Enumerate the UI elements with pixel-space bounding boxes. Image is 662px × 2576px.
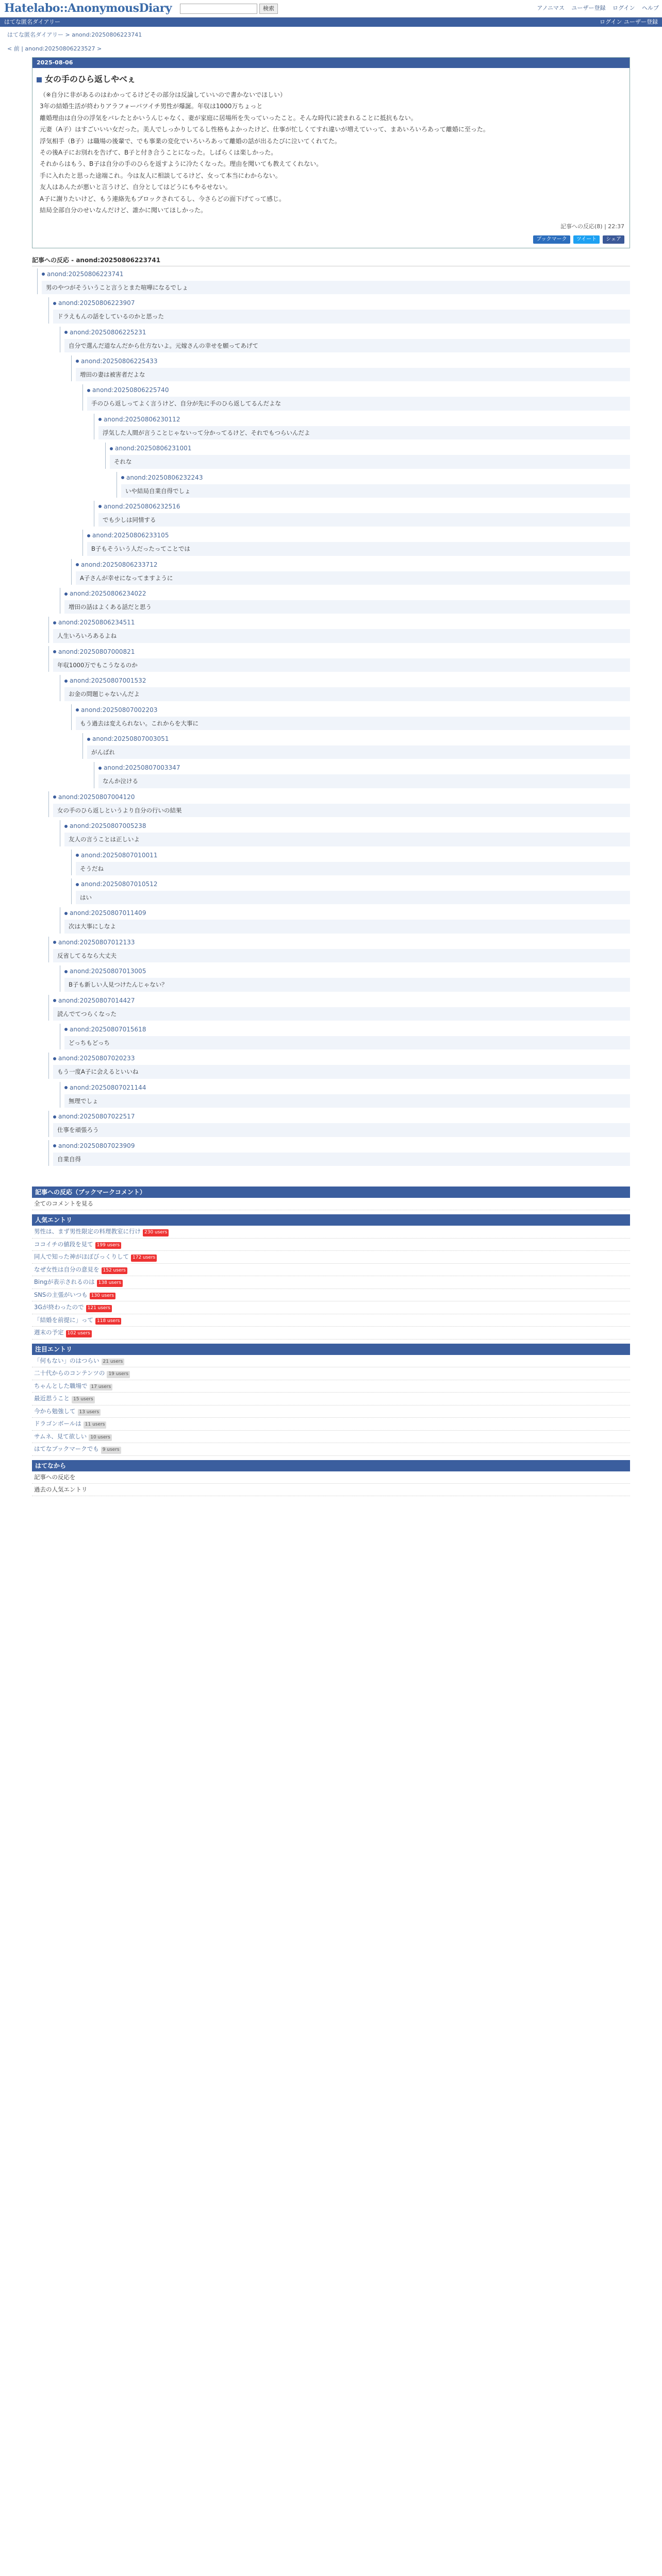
trackback-list <box>32 268 630 1166</box>
trackback-text: なんか泣ける <box>98 774 630 788</box>
bullet-icon <box>64 592 68 596</box>
trackback-name[interactable]: anond:20250807015618 <box>64 1024 630 1035</box>
trackback-text: 友人の言うことは正しいよ <box>64 833 630 846</box>
entry-title[interactable]: 女の手のひら返しやべぇ <box>32 68 630 89</box>
trackback-item <box>48 791 630 817</box>
top-link-help[interactable]: ヘルプ <box>642 5 659 11</box>
sidebar-link[interactable]: 二十代からのコンテンツの 19 users <box>32 1367 630 1380</box>
trackback-name[interactable]: anond:20250806234511 <box>53 617 630 628</box>
entry-paragraph: 友人はあんたが悪いと言うけど、自分としてはどうにもやるせない。 <box>40 183 231 191</box>
users-badge: 17 users <box>90 1384 113 1391</box>
site-logo[interactable]: Hatelabo::AnonymousDiary <box>4 2 172 15</box>
trackback-name[interactable]: anond:20250807011409 <box>64 907 630 919</box>
sidebar-link[interactable]: 同人で知った神がほぼびっくりして 172 users <box>32 1251 630 1264</box>
bullet-icon <box>76 854 79 857</box>
trackback-name[interactable]: anond:20250807000821 <box>53 646 630 657</box>
trackback-name[interactable]: anond:20250807005238 <box>64 820 630 832</box>
trackback-item <box>60 588 630 614</box>
nav-bar-left[interactable]: はてな匿名ダイアリー <box>4 18 61 25</box>
trackback-name[interactable]: anond:20250807001532 <box>64 675 630 686</box>
trackback-item <box>71 559 630 585</box>
trackback-name[interactable]: anond:20250807002203 <box>76 704 630 716</box>
trackback-item <box>48 297 630 323</box>
entry <box>32 57 630 248</box>
users-badge: 10 users <box>89 1434 112 1442</box>
users-badge: 13 users <box>78 1409 101 1416</box>
trackback-name[interactable]: anond:20250807014427 <box>53 995 630 1006</box>
users-badge: 121 users <box>86 1305 112 1312</box>
trackback-name[interactable]: anond:20250806234022 <box>64 588 630 599</box>
trackback-text: 自分で選んだ道なんだから仕方ないよ。元嫁さんの幸せを願ってあげて <box>64 339 630 352</box>
trackback-title: 記事への反応 - anond:20250806223741 <box>32 256 630 266</box>
trackback-name[interactable]: anond:20250806223741 <box>42 268 630 280</box>
bullet-icon <box>98 505 102 508</box>
sidebar-link[interactable]: 「何もない」のはつらい 21 users <box>32 1355 630 1368</box>
users-badge: 118 users <box>95 1318 121 1325</box>
trackback-text: 女の手のひら返しというより自分の行いの結果 <box>53 804 630 817</box>
share-buttons <box>32 233 630 248</box>
sidebar-link[interactable]: 最近思うこと 15 users <box>32 1393 630 1405</box>
sidebar-link[interactable]: 今から勉強して 13 users <box>32 1405 630 1418</box>
trackback-item <box>94 762 630 788</box>
bullet-icon <box>64 1028 68 1031</box>
bullet-icon <box>64 331 68 334</box>
trackback-text: もう過去は変えられない。これからを大事に <box>76 717 630 730</box>
trackback-name[interactable]: anond:20250806230112 <box>98 414 630 425</box>
trackback-name[interactable]: anond:20250806232516 <box>98 501 630 512</box>
sidebar <box>32 1187 630 1496</box>
top-link-register[interactable]: ユーザー登録 <box>571 5 606 11</box>
trackback-item <box>37 268 630 294</box>
trackback-item <box>60 820 630 846</box>
breadcrumb <box>0 27 662 44</box>
trackback-text: 浮気した人間が言うことじゃないって分かってるけど、それでもつらいんだよ <box>98 426 630 439</box>
trackback-text: お金の問題じゃないんだよ <box>64 687 630 701</box>
sidebar-section-title: 人気エントリ <box>32 1214 630 1226</box>
users-badge: 130 users <box>90 1293 115 1300</box>
sidebar-link[interactable]: 週末の予定 102 users <box>32 1327 630 1340</box>
trackback-text: 仕事を頑張ろう <box>53 1123 630 1137</box>
sidebar-link[interactable]: ちゃんとした職場で 17 users <box>32 1380 630 1393</box>
trackback-text: 増田の妻は被害者だよな <box>76 368 630 381</box>
trackback-name[interactable]: anond:20250807021144 <box>64 1082 630 1093</box>
bullet-icon <box>53 621 56 624</box>
trackback-name[interactable]: anond:20250807010011 <box>76 850 630 861</box>
trackback-item <box>82 384 630 410</box>
bullet-icon <box>87 534 90 537</box>
trackback-text: そうだね <box>76 862 630 875</box>
trackback-item <box>48 995 630 1021</box>
search-input[interactable] <box>180 4 257 14</box>
users-badge: 19 users <box>107 1371 130 1378</box>
trackback-item <box>48 1140 630 1166</box>
trackback-name[interactable]: anond:20250807020233 <box>53 1053 630 1064</box>
top-links <box>532 4 659 13</box>
breadcrumb-link[interactable]: はてな匿名ダイアリー > anond:20250806223741 <box>7 31 142 38</box>
trackback-text: 読んでてつらくなった <box>53 1007 630 1021</box>
entry-paragraph: 元妻（A子）はすごいいい女だった。美人でしっかりしてるし性格もよかったけど、仕事が忙しくてすれ違いが増えていって、まあいろいろあって離婚に至った。 <box>40 126 489 133</box>
trackback-name[interactable]: anond:20250807003051 <box>87 733 630 744</box>
trackback-item <box>94 414 630 439</box>
bullet-icon <box>98 418 102 421</box>
trackback-name[interactable]: anond:20250806225740 <box>87 384 630 396</box>
trackback-name[interactable]: anond:20250807022517 <box>53 1111 630 1122</box>
bullet-icon <box>110 447 113 450</box>
trackback-item <box>60 1024 630 1049</box>
trackback-item <box>48 646 630 672</box>
bullet-icon <box>64 680 68 683</box>
trackback-item <box>71 878 630 904</box>
prev-next <box>0 44 662 58</box>
sidebar-section-title: 記事への反応（ブックマークコメント） <box>32 1187 630 1198</box>
sidebar-link[interactable]: 「結婚を前提に」って 118 users <box>32 1314 630 1327</box>
trackback-name[interactable]: anond:20250806231001 <box>110 443 630 454</box>
trackback-name[interactable]: anond:20250806232243 <box>121 472 630 483</box>
bullet-icon <box>87 389 90 392</box>
sidebar-section-title: 注目エントリ <box>32 1344 630 1355</box>
bullet-icon <box>53 1144 56 1147</box>
trackback-item <box>82 530 630 555</box>
entry-paragraph: 手に入れたと思った途端これ。今は友人に相談してるけど、女って本当にわからない。 <box>40 172 282 179</box>
users-badge: 21 users <box>102 1359 125 1366</box>
tweet-button[interactable]: ツイート <box>573 235 600 244</box>
trackback-name[interactable]: anond:20250807010512 <box>76 878 630 890</box>
trackback-name[interactable]: anond:20250807004120 <box>53 791 630 803</box>
prev-next-link[interactable]: < 前 | anond:20250806223527 > <box>7 45 102 52</box>
entry-footer[interactable]: 記事への反応(8) | 22:37 <box>560 223 624 230</box>
sidebar-link[interactable]: なぜ女性は自分の意見を 152 users <box>32 1264 630 1277</box>
entry-paragraph: 浮気相手（B子）は職場の後輩で、でも事業の変化でいろいろあって離婚の話が出るたびに泣いてくれてた。 <box>40 137 341 145</box>
entry-paragraph: A子に謝りたいけど、もう連絡先もブロックされてるし、今さらどの面下げてって感じ。 <box>40 195 285 202</box>
trackback-text: B子もそういう人だったってことでは <box>87 542 630 555</box>
users-badge: 15 users <box>72 1396 95 1403</box>
trackback-item <box>48 1111 630 1137</box>
sidebar-link[interactable]: 3Gが終わったので 121 users <box>32 1301 630 1314</box>
trackback-text: いや結局自業自得でしょ <box>121 484 630 498</box>
bullet-icon <box>64 912 68 915</box>
trackback-item <box>71 704 630 730</box>
trackback-item <box>60 327 630 352</box>
sidebar-link[interactable]: ココイチの値段を見て 199 users <box>32 1239 630 1251</box>
bullet-icon <box>53 1057 56 1060</box>
users-badge: 230 users <box>143 1229 169 1236</box>
bullet-icon <box>76 360 79 363</box>
sidebar-link[interactable]: SNSの主張がいつも 130 users <box>32 1289 630 1302</box>
trackback-name[interactable]: anond:20250807023909 <box>53 1140 630 1151</box>
trackback-text: はい <box>76 891 630 904</box>
entry-paragraph: それからはもう、B子は自分の手のひらを返すように冷たくなった。理由を聞いても教えてくれない。 <box>40 160 323 168</box>
users-badge: 11 users <box>84 1421 107 1429</box>
trackback-item <box>94 501 630 527</box>
entry-paragraph: その後A子にお別れを告げて、B子と付き合うことになった。しばらくは楽しかった。 <box>40 148 277 156</box>
trackback-name[interactable]: anond:20250806233105 <box>87 530 630 541</box>
bullet-icon <box>64 1086 68 1089</box>
trackback-text: でも少しは同情する <box>98 513 630 527</box>
users-badge: 102 users <box>66 1330 92 1337</box>
sidebar-link[interactable]: ドラゴンボールは 11 users <box>32 1418 630 1431</box>
sidebar-link[interactable]: Bingが表示されるのは 138 users <box>32 1276 630 1289</box>
bullet-icon <box>98 767 102 770</box>
trackback-text: 年収1000万でもこうなるのか <box>53 658 630 672</box>
trackback-text: 自業自得 <box>53 1153 630 1166</box>
trackback-item <box>82 733 630 759</box>
users-badge: 199 users <box>95 1242 121 1249</box>
bullet-icon <box>121 476 124 479</box>
bullet-icon <box>53 795 56 799</box>
bullet-icon <box>76 563 79 566</box>
trackback-item <box>71 355 630 381</box>
bullet-icon <box>64 825 68 828</box>
sidebar-link[interactable]: はてなブックマークでも 9 users <box>32 1443 630 1456</box>
trackback-name[interactable]: anond:20250806223907 <box>53 297 630 309</box>
trackback-name[interactable]: anond:20250806225231 <box>64 327 630 338</box>
bullet-icon <box>53 999 56 1002</box>
trackback-item <box>48 937 630 962</box>
bullet-icon <box>53 650 56 653</box>
users-badge: 9 users <box>101 1447 121 1454</box>
nav-bar <box>0 18 662 27</box>
sidebar-link[interactable]: サムネ、見て欲しい 10 users <box>32 1431 630 1444</box>
sidebar-link[interactable]: 過去の人気エントリ <box>32 1484 630 1496</box>
trackback-text: 手のひら返しってよく言うけど、自分が先に手のひら返してるんだよな <box>87 397 630 410</box>
share-button[interactable]: シェア <box>603 235 624 244</box>
trackback-text: がんばれ <box>87 745 630 759</box>
bullet-icon <box>87 738 90 741</box>
trackback-name[interactable]: anond:20250806225433 <box>76 355 630 367</box>
users-badge: 138 users <box>97 1280 123 1287</box>
top-link-anonymous[interactable]: アノニマス <box>537 5 565 11</box>
users-badge: 152 users <box>102 1267 127 1275</box>
bullet-icon <box>76 708 79 711</box>
bullet-icon <box>53 941 56 944</box>
trackback-name[interactable]: anond:20250807003347 <box>98 762 630 773</box>
bullet-icon <box>53 302 56 305</box>
trackback-text: それな <box>110 455 630 468</box>
bookmark-button[interactable]: ブックマーク <box>533 235 570 244</box>
entry-body <box>32 89 630 221</box>
trackback-text: 反省してるなら大丈夫 <box>53 949 630 962</box>
trackback-item <box>60 675 630 701</box>
trackback-text: もう一度A子に会えるといいね <box>53 1065 630 1078</box>
search-button[interactable]: 検索 <box>259 4 278 14</box>
sidebar-section-title: はてなから <box>32 1460 630 1471</box>
trackback-item <box>117 472 630 498</box>
nav-bar-right[interactable]: ログイン ユーザー登録 <box>600 18 658 25</box>
trackback-text: 人生いろいろあるよね <box>53 629 630 642</box>
trackback-text: B子も新しい人見つけたんじゃない？ <box>64 978 630 991</box>
entry-date: 2025-08-06 <box>32 58 630 68</box>
entry-paragraph: 3年の結婚生活が終わりアラフォーバツイチ男性が爆誕。年収は1000万ちょっと <box>40 103 263 110</box>
trackback-item <box>60 965 630 991</box>
trackback-text: 次は大事にしなよ <box>64 920 630 933</box>
trackback-text: 無理でしょ <box>64 1094 630 1108</box>
bullet-icon <box>53 1115 56 1118</box>
bullet-icon <box>42 273 45 276</box>
title-square-icon <box>37 77 42 82</box>
trackback-text: A子さんが幸せになってますように <box>76 571 630 585</box>
trackback-item <box>48 1053 630 1078</box>
trackback-item <box>48 617 630 642</box>
trackback-text: ドラえもんの話をしているのかと思った <box>53 310 630 323</box>
bullet-icon <box>76 883 79 886</box>
entry-paragraph: （※自分に非があるのはわかってるけどその部分は反論していいので書かないでほしい） <box>40 91 287 98</box>
trackback-text: 男のやつがそういうこと言うとまた喧嘩になるでしょ <box>42 281 630 294</box>
entry-paragraph: 離婚理由は自分の浮気をバレたとかいうんじゃなく、妻が家庭に居場所を失っていったこと。そんな時代に読まれることに抵抗もない。 <box>40 114 417 122</box>
trackback-item <box>105 443 630 468</box>
sidebar-link[interactable]: 男性は、まず男性限定の料理教室に行け 230 users <box>32 1226 630 1239</box>
top-link-login[interactable]: ログイン <box>613 5 635 11</box>
sidebar-link[interactable]: 全てのコメントを見る <box>32 1198 630 1210</box>
trackback-item <box>71 850 630 875</box>
bullet-icon <box>64 970 68 973</box>
users-badge: 172 users <box>131 1255 157 1262</box>
trackback-name[interactable]: anond:20250807012133 <box>53 937 630 948</box>
trackback-text: どっちもどっち <box>64 1036 630 1049</box>
sidebar-link[interactable]: 記事への反応を <box>32 1471 630 1484</box>
trackback-item <box>60 907 630 933</box>
entry-paragraph: 結局全部自分のせいなんだけど、誰かに聞いてほしかった。 <box>40 206 207 214</box>
trackback-text: 増田の話はよくある話だと思う <box>64 600 630 614</box>
site-header <box>0 0 662 18</box>
trackback-item <box>60 1082 630 1108</box>
trackback-name[interactable]: anond:20250807013005 <box>64 965 630 977</box>
trackback-name[interactable]: anond:20250806233712 <box>76 559 630 570</box>
